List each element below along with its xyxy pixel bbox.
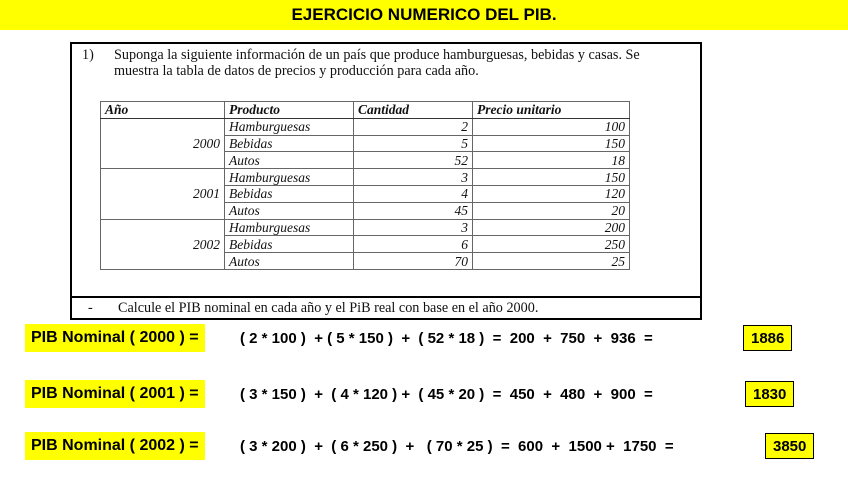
product-cell: Autos: [225, 152, 354, 169]
equation-label: PIB Nominal ( 2001 ) =: [25, 380, 205, 408]
problem-number: 1): [82, 47, 94, 63]
product-cell: Hamburguesas: [225, 169, 354, 186]
table-row: [101, 169, 630, 186]
problem-instruction: [72, 296, 700, 318]
equation-row-2000: [0, 324, 848, 354]
equation-expression: ( 3 * 200 ) + ( 6 * 250 ) + ( 70 * 25 ) = 600 + 1500 + 1750 =: [240, 438, 674, 455]
table-row: [101, 118, 630, 135]
equation-label: PIB Nominal ( 2002 ) =: [25, 432, 205, 460]
price-cell: 150: [473, 135, 630, 152]
header-price: Precio unitario: [473, 102, 630, 119]
problem-box: [70, 42, 702, 320]
quantity-cell: 3: [354, 219, 473, 236]
problem-intro: [78, 48, 688, 79]
price-cell: 200: [473, 219, 630, 236]
equation-row-2001: [0, 380, 848, 410]
price-cell: 25: [473, 253, 630, 270]
quantity-cell: 52: [354, 152, 473, 169]
product-cell: Autos: [225, 202, 354, 219]
problem-text: Suponga la siguiente información de un país que produce hamburguesas, bebidas y casas. Se muestra la tabla de datos de precios y producción para cada año.: [114, 47, 640, 79]
instruction-dash: -: [88, 300, 93, 316]
equation-result: 1830: [745, 381, 794, 407]
quantity-cell: 2: [354, 118, 473, 135]
product-cell: Autos: [225, 253, 354, 270]
quantity-cell: 70: [354, 253, 473, 270]
equation-result: 3850: [765, 433, 814, 459]
product-cell: Hamburguesas: [225, 219, 354, 236]
quantity-cell: 6: [354, 236, 473, 253]
product-cell: Bebidas: [225, 135, 354, 152]
price-cell: 18: [473, 152, 630, 169]
product-cell: Bebidas: [225, 236, 354, 253]
table-header-row: [101, 102, 630, 119]
year-cell: 2002: [101, 219, 225, 269]
price-cell: 250: [473, 236, 630, 253]
equation-row-2002: [0, 432, 848, 462]
price-cell: 100: [473, 118, 630, 135]
price-quantity-table: [100, 101, 630, 270]
page-title: EJERCICIO NUMERICO DEL PIB.: [291, 5, 557, 24]
quantity-cell: 45: [354, 202, 473, 219]
product-cell: Hamburguesas: [225, 118, 354, 135]
page-title-banner: [0, 0, 848, 30]
quantity-cell: 5: [354, 135, 473, 152]
equation-expression: ( 3 * 150 ) + ( 4 * 120 ) + ( 45 * 20 ) = 450 + 480 + 900 =: [240, 386, 653, 403]
quantity-cell: 4: [354, 185, 473, 202]
year-cell: 2000: [101, 118, 225, 168]
equation-result: 1886: [743, 325, 792, 351]
price-cell: 20: [473, 202, 630, 219]
quantity-cell: 3: [354, 169, 473, 186]
header-year: Año: [101, 102, 225, 119]
price-cell: 120: [473, 185, 630, 202]
header-quantity: Cantidad: [354, 102, 473, 119]
product-cell: Bebidas: [225, 185, 354, 202]
equation-label: PIB Nominal ( 2000 ) =: [25, 324, 205, 352]
header-product: Producto: [225, 102, 354, 119]
instruction-text: Calcule el PIB nominal en cada año y el PiB real con base en el año 2000.: [118, 300, 539, 316]
table-row: [101, 219, 630, 236]
price-cell: 150: [473, 169, 630, 186]
equation-expression: ( 2 * 100 ) + ( 5 * 150 ) + ( 52 * 18 ) = 200 + 750 + 936 =: [240, 330, 653, 347]
year-cell: 2001: [101, 169, 225, 219]
